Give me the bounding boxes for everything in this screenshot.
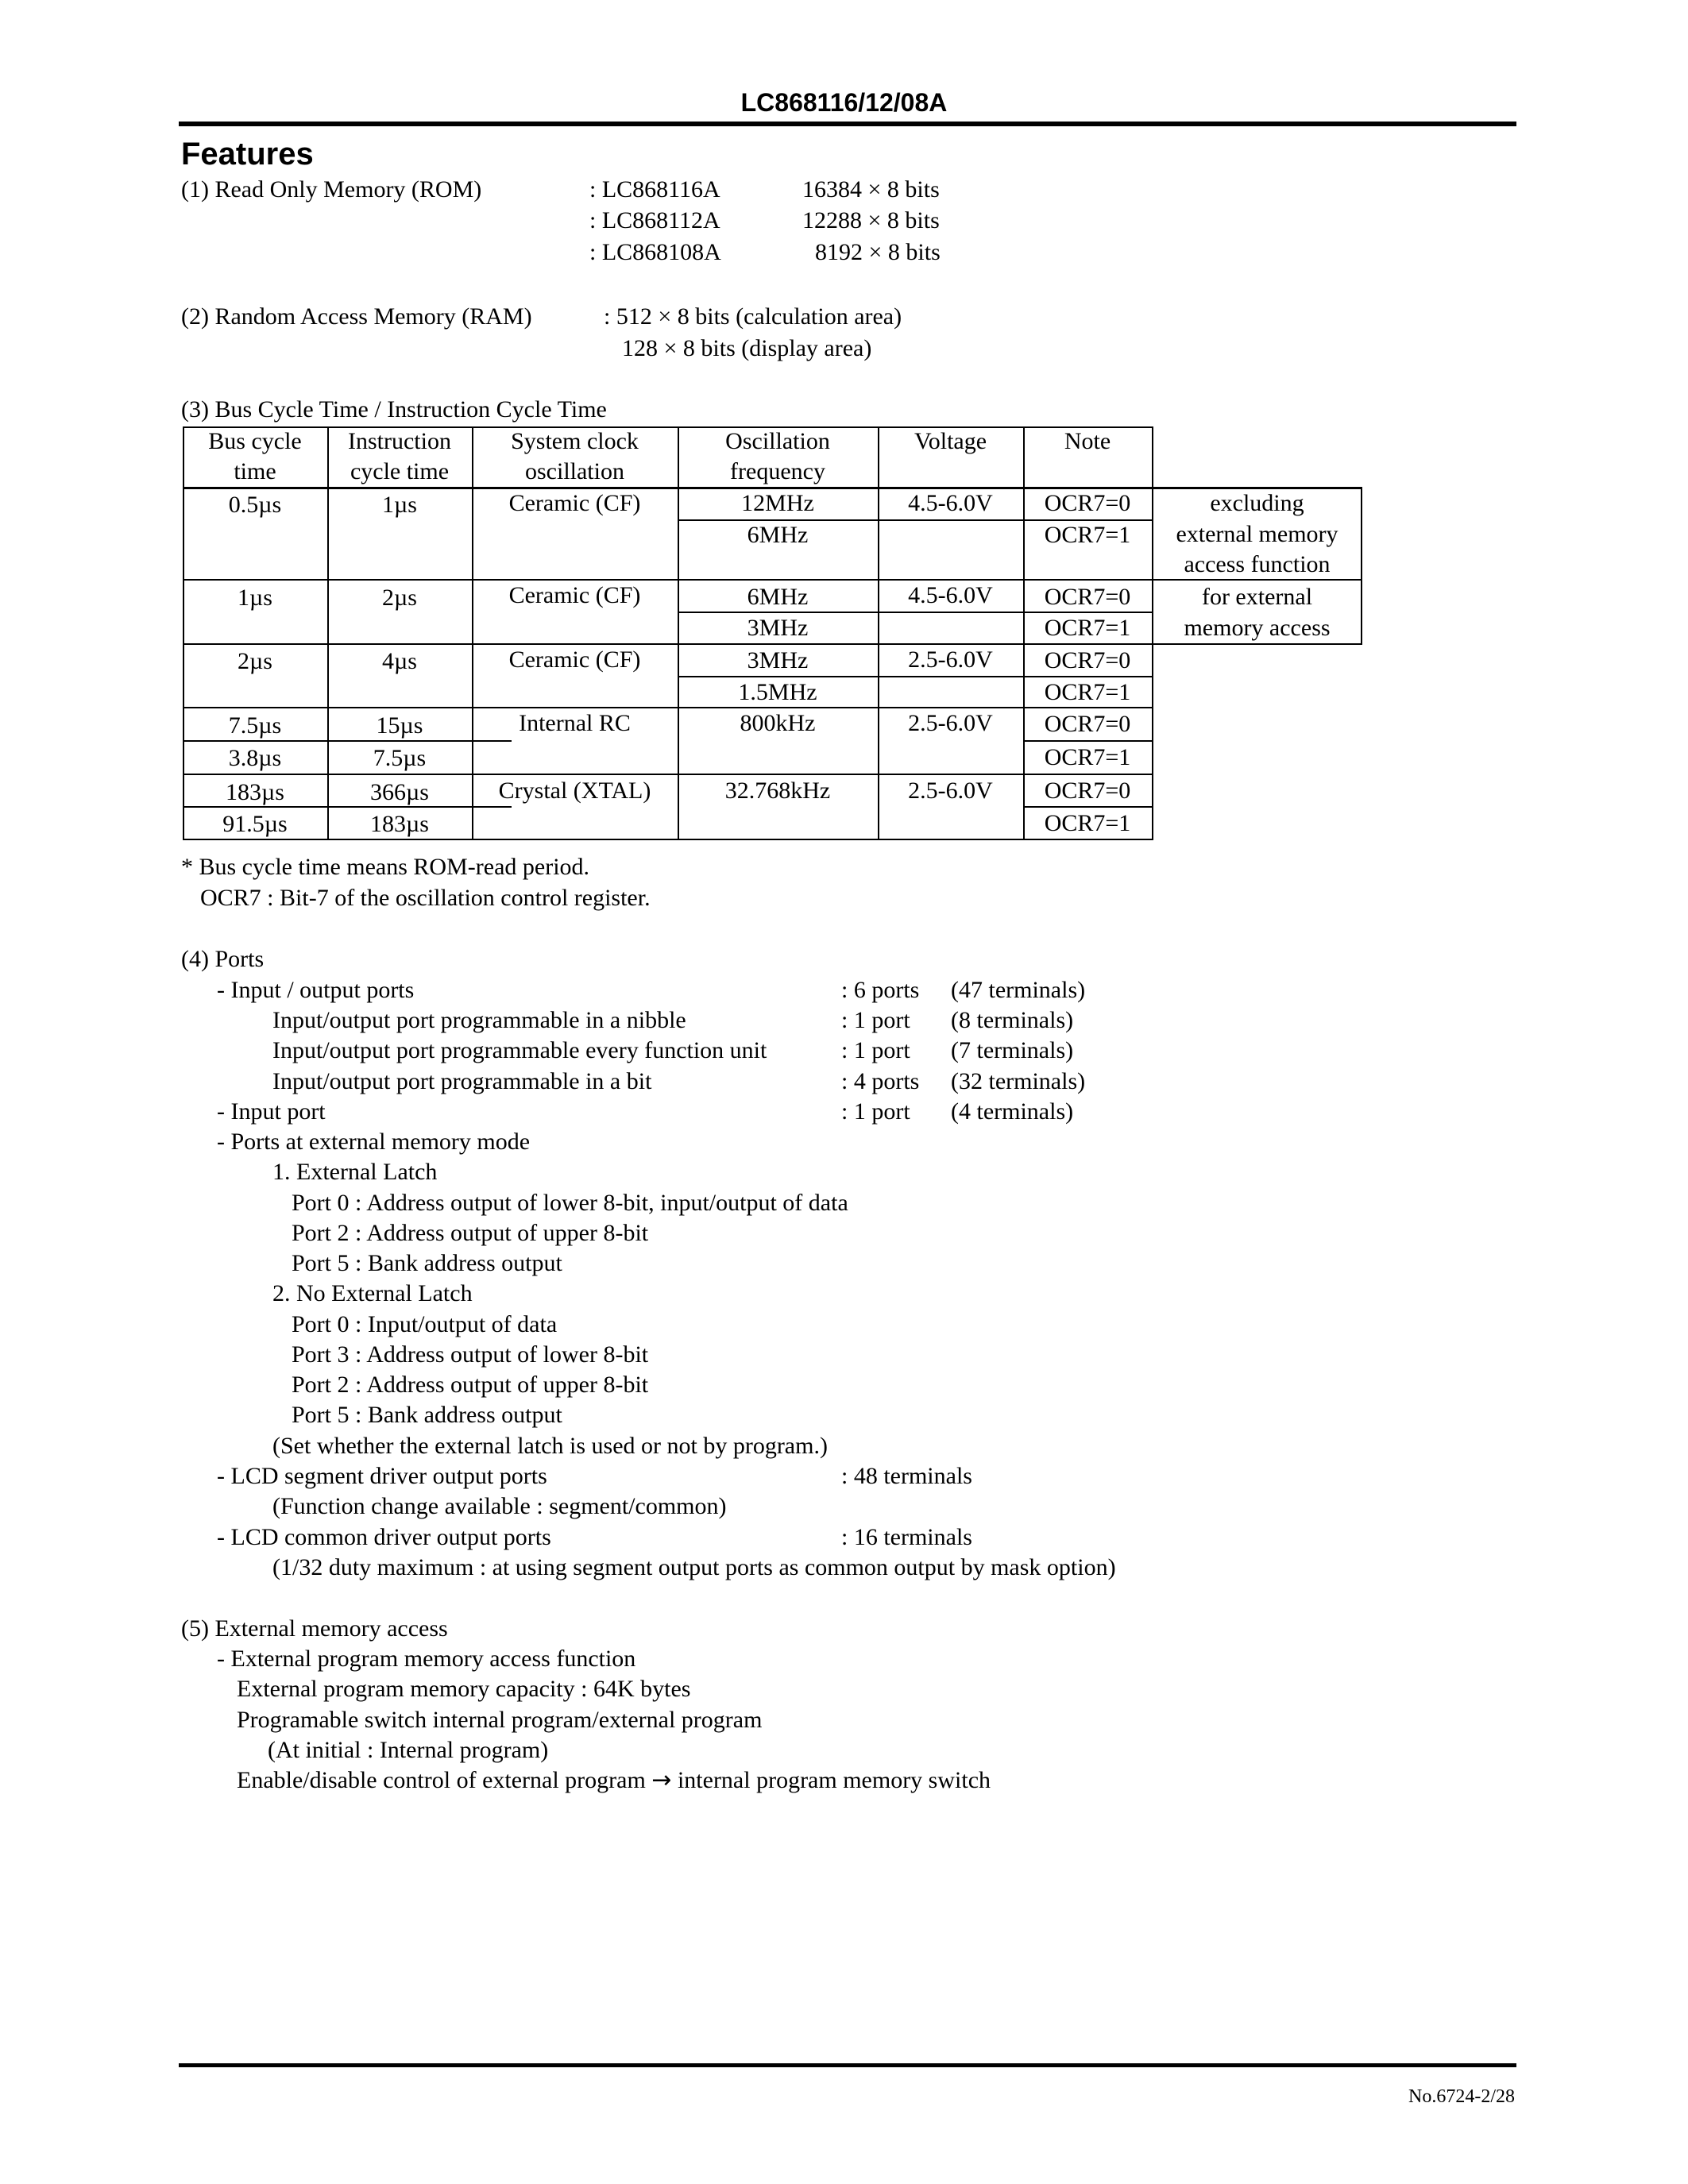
th-frequency-1: Oscillation [725,428,830,454]
td-volt: 2.5-6.0V [908,646,993,673]
rom-label: (1) Read Only Memory (ROM) [181,176,482,203]
ports-io-sub-detail: (7 terminals) [951,1037,1074,1063]
th-clock-1: System clock [511,428,639,454]
ports-input-label: - Input port [217,1098,326,1125]
ports-io-sub-label: Input/output port programmable in a nibble [272,1007,686,1033]
ports-io-label: - Input / output ports [217,977,415,1003]
td-instr: 2µs [382,585,417,611]
ports-ext-mode: - Ports at external memory mode [217,1129,531,1155]
th-frequency-2: frequency [730,458,825,484]
th-bus-cycle-1: Bus cycle [208,428,302,454]
bus-label: (3) Bus Cycle Time / Instruction Cycle Time [181,396,607,423]
rom-size-3: 8192 × 8 bits [815,239,941,265]
td-freq: 32.768kHz [724,778,831,804]
td-bus: 1µs [238,585,272,611]
td-volt: 4.5-6.0V [908,582,993,608]
th-instruction-1: Instruction [348,428,451,454]
page-number: No.6724-2/28 [1408,2086,1515,2107]
ports-latch-note: (Set whether the external latch is used or not by program.) [272,1433,828,1459]
th-bus-cycle-2: time [234,458,276,484]
ports-no-latch-line: Port 0 : Input/output of data [292,1311,558,1337]
rom-model-1: : LC868116A [589,176,720,203]
ports-no-latch-line: Port 5 : Bank address output [292,1402,562,1428]
ports-io-value: : 6 ports [841,977,920,1003]
td-note: OCR7=0 [1044,778,1131,804]
ext-mem-switch: Programable switch internal program/external program [237,1707,763,1733]
td-instr: 183µs [370,811,429,837]
rom-model-3: : LC868108A [589,239,721,265]
td-freq: 3MHz [747,647,809,673]
td-freq: 3MHz [747,615,809,641]
td-instr: 1µs [382,492,417,518]
td-instr: 4µs [382,648,417,674]
td-note: OCR7=1 [1044,744,1131,770]
ram-line-1: : 512 × 8 bits (calculation area) [604,303,902,330]
td-note: OCR7=1 [1044,615,1131,641]
bus-cycle-table [183,426,1362,852]
ports-lcd-com-label: - LCD common driver output ports [217,1524,551,1550]
ports-lcd-com-note: (1/32 duty maximum : at using segment output ports as common output by mask option) [272,1554,1116,1580]
footer-rule [179,2063,1516,2067]
td-instr: 15µs [376,712,423,739]
ports-io-sub-label: Input/output port programmable in a bit [272,1068,652,1094]
td-clock: Ceramic (CF) [508,646,641,673]
ports-ext-latch-line: Port 5 : Bank address output [292,1250,562,1276]
td-freq: 6MHz [747,522,809,548]
td-bus: 3.8µs [228,745,282,771]
td-note: OCR7=0 [1044,490,1131,516]
ext-mem-capacity: External program memory capacity : 64K bytes [237,1676,691,1702]
td-note: OCR7=1 [1044,810,1131,836]
td-bus: 2µs [238,648,272,674]
ports-lcd-seg-label: - LCD segment driver output ports [217,1463,547,1489]
ports-lcd-seg-value: : 48 terminals [841,1463,972,1489]
ports-no-latch-line: Port 3 : Address output of lower 8-bit [292,1341,649,1368]
td-bus: 183µs [226,779,284,805]
section-title: Features [181,137,314,172]
ext-mem-enable-line [237,1765,991,1796]
side-note-line: external memory [1176,521,1338,547]
ports-io-sub-label: Input/output port programmable every function unit [272,1037,767,1063]
ports-lcd-seg-note: (Function change available : segment/common) [272,1493,727,1519]
ram-line-2: 128 × 8 bits (display area) [622,335,872,361]
side-note-line: for external [1201,584,1313,610]
td-bus: 91.5µs [222,811,288,837]
td-note: OCR7=1 [1044,679,1131,705]
td-freq: 6MHz [747,584,809,610]
th-note: Note [1064,428,1111,454]
ports-io-sub-detail: (8 terminals) [951,1007,1074,1033]
rom-size-2: 12288 × 8 bits [802,207,940,233]
ports-ext-latch-title: 1. External Latch [272,1159,438,1185]
td-volt: 4.5-6.0V [908,490,993,516]
th-clock-2: oscillation [525,458,624,484]
td-clock: Ceramic (CF) [508,490,641,516]
ram-label: (2) Random Access Memory (RAM) [181,303,532,330]
td-note: OCR7=0 [1044,584,1131,610]
ports-ext-latch-line: Port 0 : Address output of lower 8-bit, input/output of data [292,1190,848,1216]
ext-mem-enable-b: internal program memory switch [677,1767,991,1793]
ext-mem-enable-a: Enable/disable control of external program [237,1767,646,1793]
td-volt: 2.5-6.0V [908,778,993,804]
ports-io-sub-value: : 1 port [841,1037,910,1063]
bus-footnote-1: * Bus cycle time means ROM-read period. [181,854,590,880]
rom-model-2: : LC868112A [589,207,720,233]
ports-input-detail: (4 terminals) [951,1098,1074,1125]
td-clock: Ceramic (CF) [508,582,641,608]
ports-ext-latch-line: Port 2 : Address output of upper 8-bit [292,1220,649,1246]
td-clock: Crystal (XTAL) [498,778,651,804]
ports-label: (4) Ports [181,946,265,972]
td-freq: 1.5MHz [738,679,817,705]
ext-mem-item: - External program memory access function [217,1646,636,1672]
ext-mem-label: (5) External memory access [181,1615,448,1642]
side-note-line: memory access [1184,615,1331,641]
td-freq: 800kHz [740,710,816,736]
td-freq: 12MHz [741,490,814,516]
side-note-line: excluding [1210,490,1304,516]
ports-input-value: : 1 port [841,1098,910,1125]
ports-io-sub-value: : 1 port [841,1007,910,1033]
ports-no-latch-line: Port 2 : Address output of upper 8-bit [292,1372,649,1398]
arrow-right-icon: → [651,1766,672,1794]
ports-io-sub-detail: (32 terminals) [951,1068,1086,1094]
ports-lcd-com-value: : 16 terminals [841,1524,972,1550]
td-note: OCR7=0 [1044,647,1131,673]
td-note: OCR7=1 [1044,522,1131,548]
rom-size-1: 16384 × 8 bits [802,176,940,203]
td-volt: 2.5-6.0V [908,710,993,736]
td-bus: 0.5µs [228,492,282,518]
td-clock: Internal RC [519,710,631,736]
ports-io-sub-value: : 4 ports [841,1068,920,1094]
td-bus: 7.5µs [228,712,282,739]
td-instr: 366µs [370,779,429,805]
th-instruction-2: cycle time [350,458,450,484]
td-note: OCR7=0 [1044,711,1131,737]
ports-no-latch-title: 2. No External Latch [272,1280,473,1306]
header-rule [179,122,1516,126]
ports-io-detail: (47 terminals) [951,977,1086,1003]
side-note-line: access function [1184,551,1331,577]
document-header-title: LC868116/12/08A [740,88,948,117]
th-voltage: Voltage [914,428,987,454]
td-instr: 7.5µs [373,745,427,771]
bus-footnote-2: OCR7 : Bit-7 of the oscillation control register. [200,885,651,911]
ext-mem-initial: (At initial : Internal program) [268,1737,549,1763]
